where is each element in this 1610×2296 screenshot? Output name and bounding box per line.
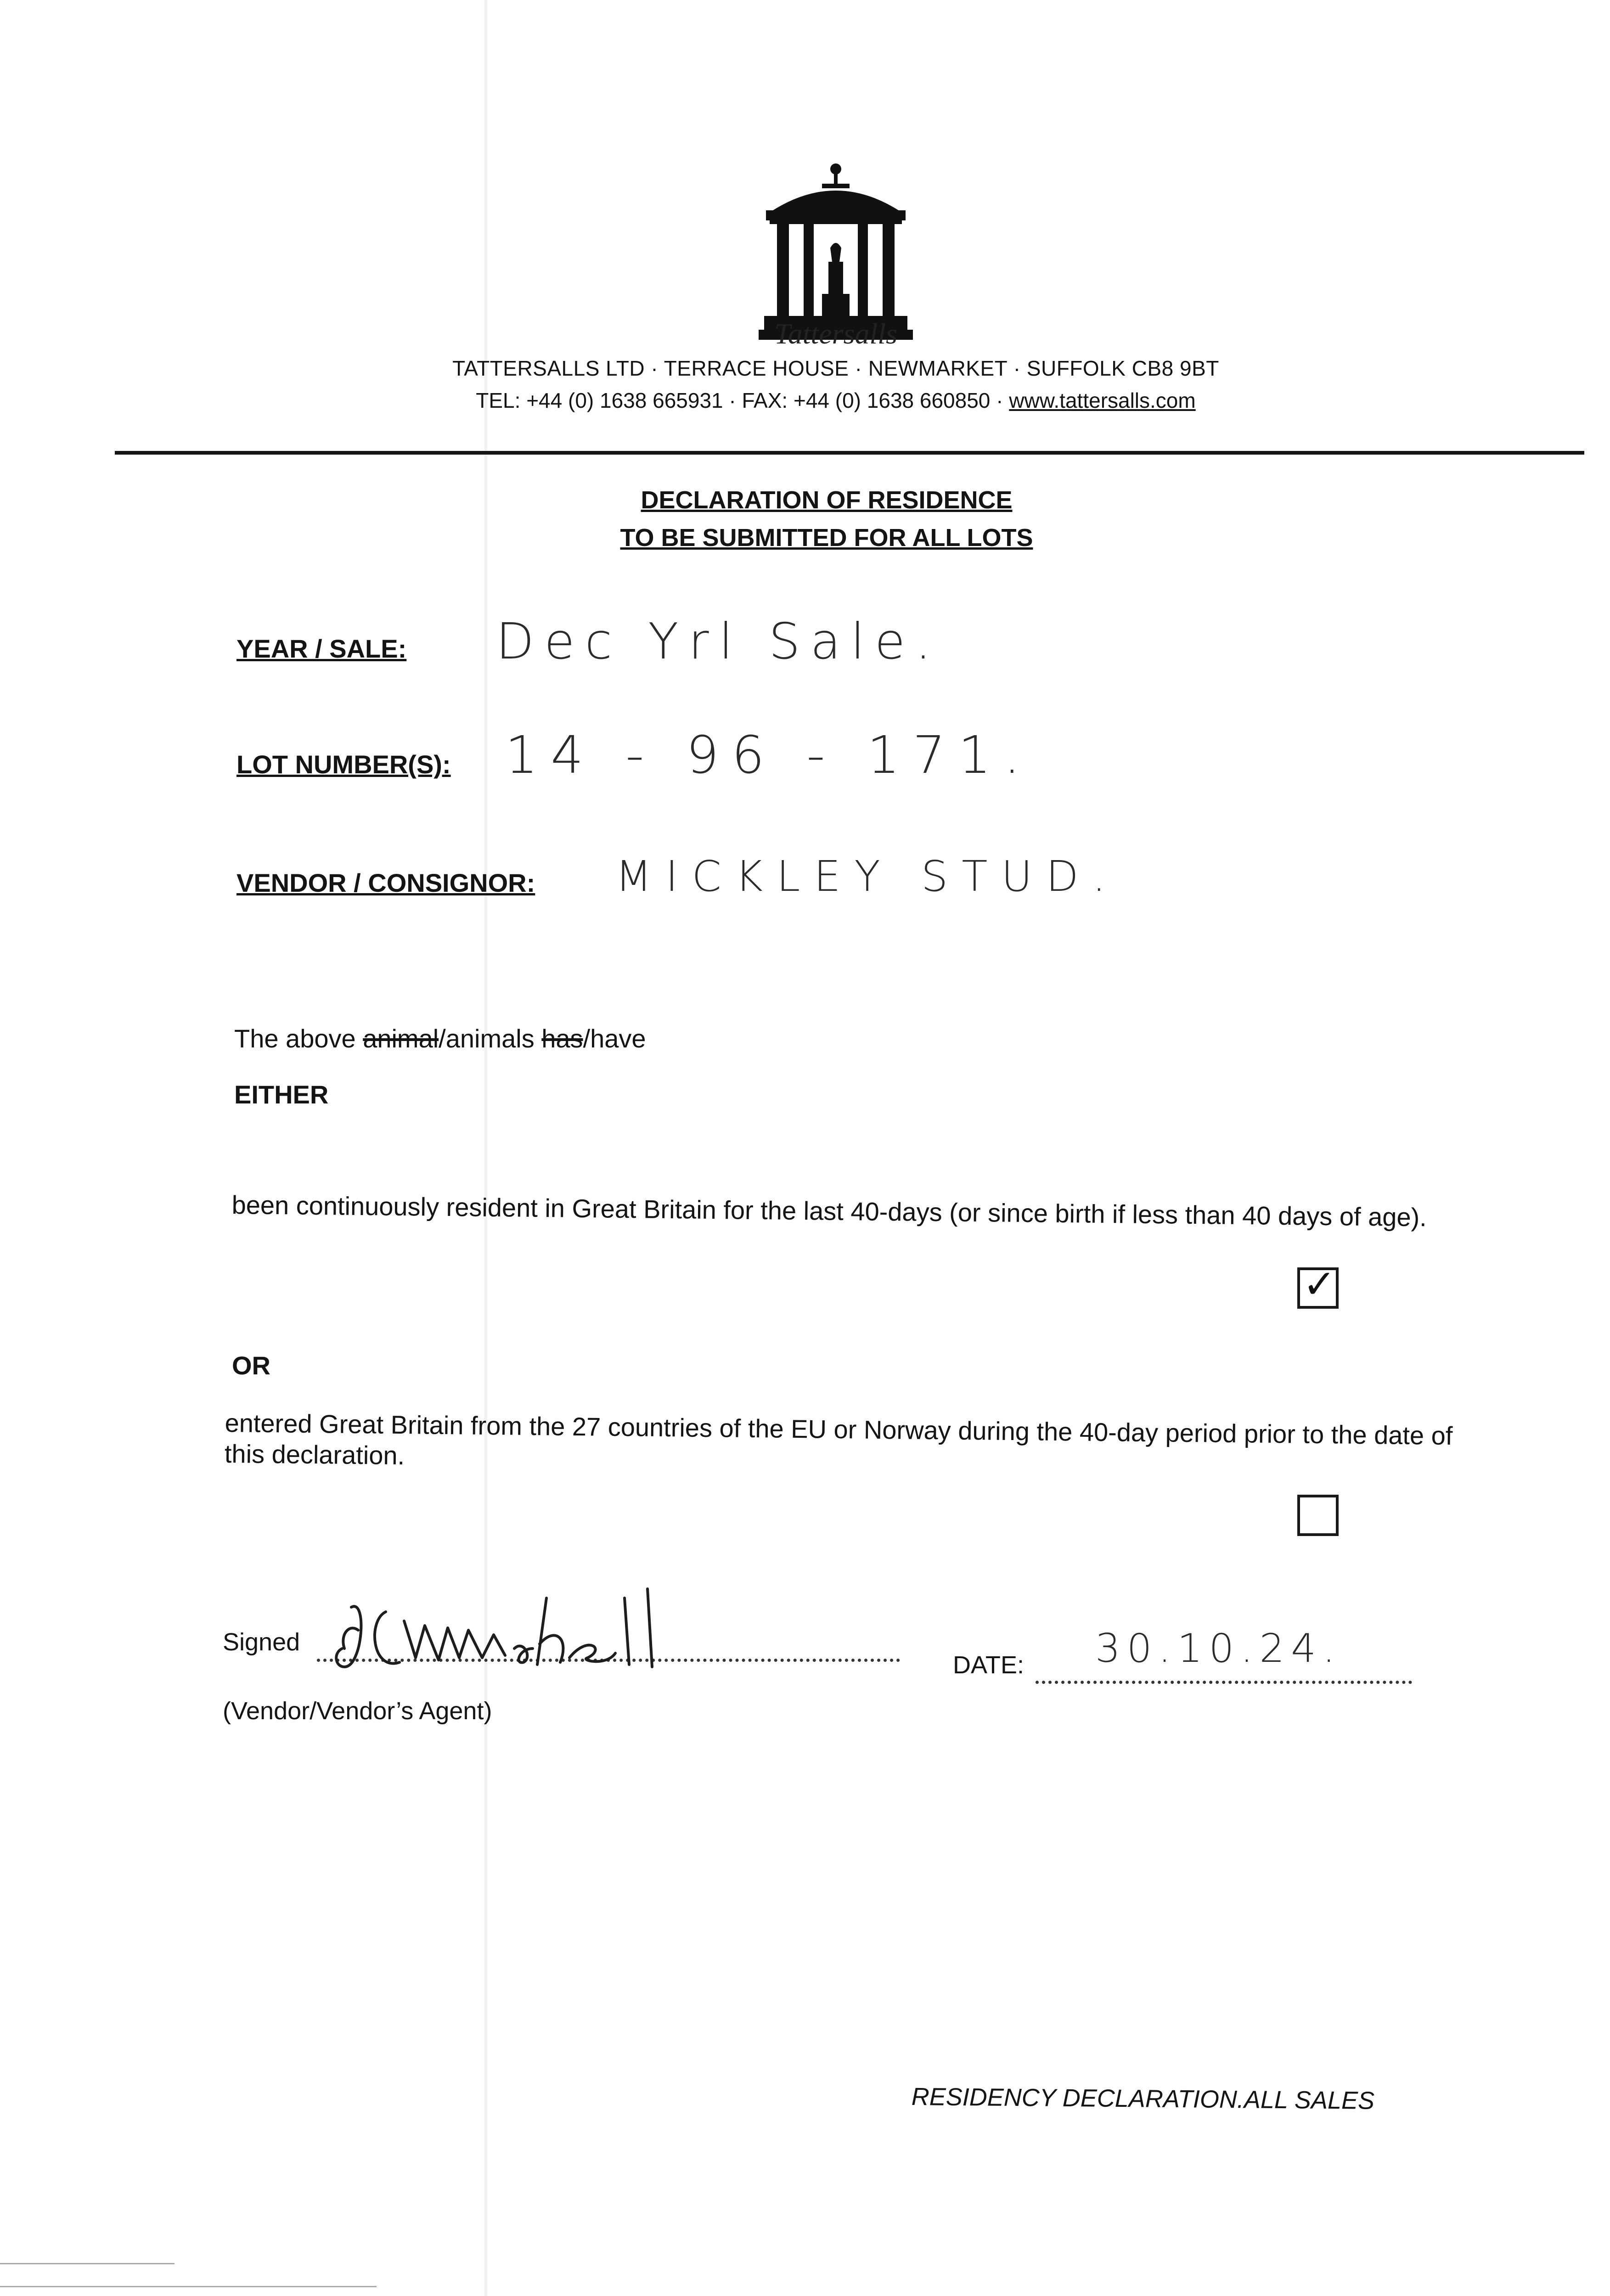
checkmark-icon: ✓ [1303,1262,1336,1306]
have-text: /have [583,1024,646,1053]
or-heading: OR [232,1351,270,1380]
struck-has: has [541,1024,583,1053]
form-subtitle: TO BE SUBMITTED FOR ALL LOTS [620,524,1033,551]
either-heading: EITHER [234,1080,329,1109]
vendor-label: VENDOR / CONSIGNOR: [236,868,535,897]
signer-role-label: (Vendor/Vendor’s Agent) [223,1697,492,1725]
company-address: TATTERSALLS LTD · TERRACE HOUSE · NEWMARKET · SUFFOLK CB8 9BT [452,356,1219,380]
brand-name: Tattersalls [774,317,897,350]
date-value[interactable]: 30.10.24. [1095,1626,1342,1671]
statement-intro [234,1023,646,1054]
form-reference: RESIDENCY DECLARATION.ALL SALES [911,2083,1375,2115]
scan-edge-line [0,2286,377,2287]
year-sale-value[interactable]: Dec Yrl Sale. [496,613,941,670]
form-title: DECLARATION OF RESIDENCE [641,486,1013,514]
lot-numbers-label: LOT NUMBER(S): [236,750,451,779]
date-line [1036,1681,1412,1684]
option-entered-text: entered Great Britain from the 27 countries of the EU or Norway during the 40-day period prior to the date of this declaration. [224,1408,1453,1470]
option-resident-text: been continuously resident in Great Britain for the last 40-days (or since birth if less than 40 days of age). [231,1190,1427,1232]
scan-artifact-line [484,0,487,2296]
intro-text: The above [234,1024,363,1053]
vendor-value[interactable]: MICKLEY STUD. [615,852,1120,901]
struck-animal: animal [363,1024,439,1053]
phone-fax: TEL: +44 (0) 1638 665931 · FAX: +44 (0) 1638 660850 · [476,388,1009,412]
year-sale-label: YEAR / SALE: [236,634,407,663]
handwritten-signature[interactable] [331,1580,827,1681]
header-divider [115,451,1584,455]
scan-edge-line [0,2263,175,2264]
option-resident-checkbox[interactable] [1297,1262,1339,1309]
website-link[interactable]: www.tattersalls.com [1009,388,1196,412]
signed-label: Signed [223,1628,300,1656]
company-contact [276,388,1396,413]
lot-numbers-value[interactable]: 14 - 96 - 171. [505,726,1033,785]
date-label: DATE: [953,1651,1025,1679]
animals-text: /animals [439,1024,542,1053]
option-entered-checkbox[interactable] [1297,1495,1339,1536]
